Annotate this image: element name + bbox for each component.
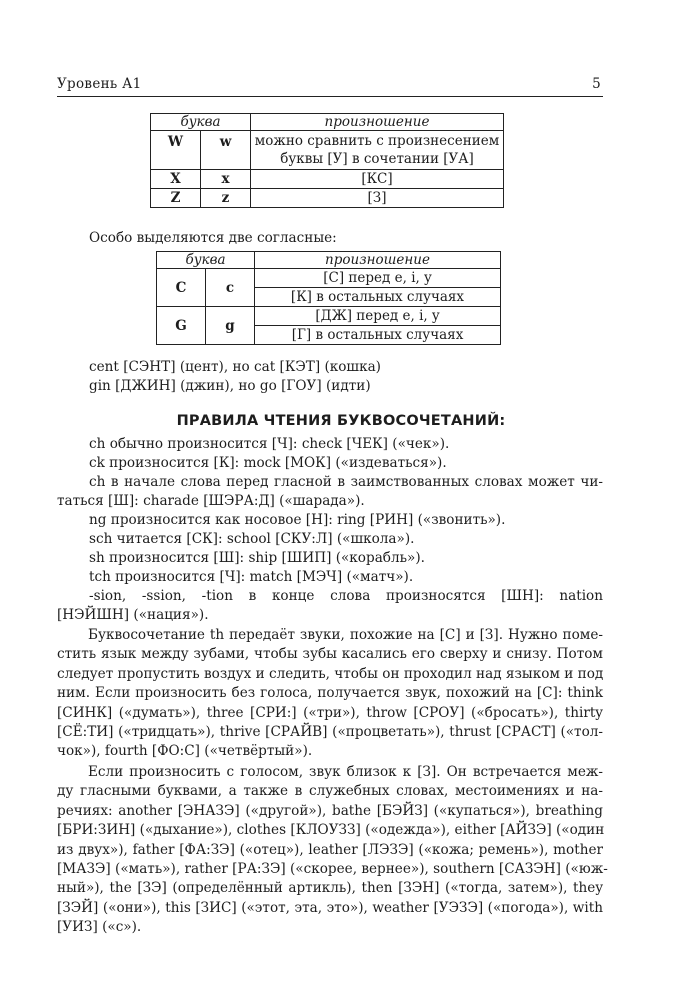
page-number: 5 <box>592 76 601 92</box>
rule-sh: sh произносится [Ш]: ship [ШИП] («корабль»). <box>89 550 425 566</box>
paragraph-line: [ЗЭЙ] («они»), this [ЗИС] («этот, эта, это»), weather [УЭЗЭ] («погода»), with <box>57 899 603 916</box>
paragraph-line: Буквосочетание th передаёт звуки, похожие на [С] и [З]. Нужно поме- <box>88 627 603 643</box>
header-rule <box>57 96 603 97</box>
col-header-pronunciation: произношение <box>255 252 501 269</box>
rule-sch: sch читается [СК]: school [СКУ:Л] («школа»). <box>89 531 415 547</box>
rule-ng: ng произносится как носовое [Н]: ring [РИН] («звонить»). <box>89 512 506 528</box>
letter-upper: X <box>151 170 201 189</box>
col-header-letter: буква <box>151 114 251 131</box>
paragraph-line: следует пропустить воздух и следить, чтобы он проходил над языком и под <box>57 665 604 682</box>
pronunciation-cell: [Г] в остальных случаях <box>255 326 501 345</box>
pronunciation-cell: [З] <box>251 189 504 208</box>
letter-upper: W <box>151 131 201 170</box>
section-title: Уровень А1 <box>57 76 142 92</box>
paragraph-line: ный»), the [ЗЭ] (определённый артикль), then [ЗЭН] («тогда, затем»), they <box>57 880 603 897</box>
letter-lower: z <box>201 189 251 208</box>
letter-upper: Z <box>151 189 201 208</box>
page-header <box>57 76 603 96</box>
rules-heading: ПРАВИЛА ЧТЕНИЯ БУКВОСОЧЕТАНИЙ: <box>176 413 506 429</box>
example-c: cent [СЭНТ] (цент), но cat [КЭТ] (кошка) <box>89 359 381 375</box>
rule-ch: ch обычно произносится [Ч]: check [ЧЕК] («чек»). <box>89 436 450 452</box>
rule-sion: -sion, -ssion, -tion в конце слова произносятся [ШН]: nation <box>89 588 603 604</box>
paragraph-line: чок»), fourth [ФО:С] («четвёртый»). <box>57 743 313 760</box>
letter-lower: c <box>206 269 255 307</box>
pronunciation-cell <box>251 131 504 170</box>
pronunciation-line: можно сравнить с произнесением <box>254 133 500 149</box>
paragraph-line: ду гласными буквами, а также в служебных словах, местоимениях и на- <box>57 783 603 800</box>
rule-tch: tch произносится [Ч]: match [МЭЧ] («матч»). <box>89 569 414 585</box>
paragraph-line: ним. Если произносить без голоса, получается звук, похожий на [С]: think <box>57 685 603 702</box>
intro-consonants: Особо выделяются две согласные: <box>89 230 337 246</box>
rule-sion-cont: [НЭЙШН] («нация»). <box>57 607 209 623</box>
letter-upper: G <box>157 307 206 345</box>
pronunciation-cell: [К] в остальных случаях <box>255 288 501 307</box>
col-header-pronunciation: произношение <box>251 114 504 131</box>
paragraph-line: стить язык между зубами, чтобы зубы касались его сверху и снизу. Потом <box>57 646 603 663</box>
pronunciation-cell: [ДЖ] перед e, i, y <box>255 307 501 326</box>
letter-lower: x <box>201 170 251 189</box>
paragraph-line: речиях: another [ЭНАЗЭ] («другой»), bathe [БЭЙЗ] («купаться»), breathing <box>57 802 603 819</box>
th-voiced-paragraph <box>57 763 608 938</box>
pronunciation-cell: [С] перед e, i, y <box>255 269 501 288</box>
paragraph-line: [УИЗ] («с»). <box>57 919 142 936</box>
letters-table-cg <box>156 251 501 345</box>
example-g: gin [ДЖИН] (джин), но go [ГОУ] (идти) <box>89 378 371 394</box>
paragraph-line: [БРИ:ЗИН] («дыхание»), clothes [КЛОУЗЗ] («одежда»), either [АЙЗЭ] («один <box>57 822 605 839</box>
paragraph-line: Если произносить с голосом, звук близок к [З]. Он встречается меж- <box>88 764 603 780</box>
rule-ck: ck произносится [К]: mock [МОК] («издеваться»). <box>89 455 447 471</box>
col-header-letter: буква <box>157 252 255 269</box>
pronunciation-cell: [КС] <box>251 170 504 189</box>
letter-upper: C <box>157 269 206 307</box>
letter-lower: g <box>206 307 255 345</box>
rule-ch-initial-cont: таться [Ш]: charade [ШЭРА:Д] («шарада»). <box>57 493 365 509</box>
letters-table-wxz <box>150 113 504 208</box>
letter-lower: w <box>201 131 251 170</box>
rule-ch-initial: ch в начале слова перед гласной в заимствованных словах может чи- <box>89 474 603 490</box>
paragraph-line: из двух»), father [ФА:ЗЭ] («отец»), leather [ЛЭЗЭ] («кожа; ремень»), mother <box>57 841 603 858</box>
th-voiceless-paragraph <box>57 626 603 762</box>
pronunciation-line: буквы [У] в сочетании [УА] <box>280 151 474 167</box>
paragraph-line: [МАЗЭ] («мать»), rather [РА:ЗЭ] («скорее, вернее»), southern [САЗЭН] («юж- <box>57 861 608 878</box>
paragraph-line: [СИНК] («думать»), three [СРИ:] («три»), throw [СРОУ] («бросать»), thirty <box>57 704 603 721</box>
paragraph-line: [СЁ:ТИ] («тридцать»), thrive [СРАЙВ] («процветать»), thrust [СРАСТ] («тол- <box>57 724 603 741</box>
